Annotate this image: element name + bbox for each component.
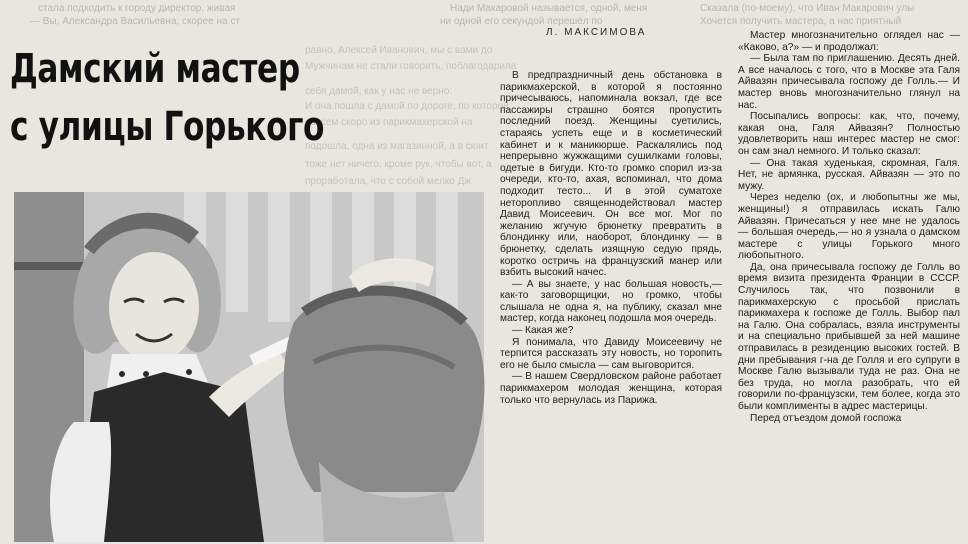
paragraph: — А вы знаете, у нас большая новость,— как-то заговорщицки, но громко, чтобы слышала не одна я, на публику, сказал мне мастер, когда наконец подошла моя очередь. — [500, 278, 722, 325]
bleed-line: Мужчинам не стали говорить, поблагодарила — [305, 61, 517, 72]
article-column-2 — [738, 30, 960, 424]
photo-hairdresser-illustration — [14, 192, 484, 542]
byline: Л. МАКСИМОВА — [546, 27, 647, 38]
bleed-line: тоже нет ничего, кроме рук, чтобы вот, а — [305, 159, 492, 170]
paragraph: Посыпались вопросы: как, что, почему, какая она, Галя Айвазян? Полностью удовлетворить наш интерес мастер не смог: он сам знал немного. И только сказал: — [738, 111, 960, 157]
headline-line: Дамский мастер — [10, 46, 300, 92]
bleed-line: стала подходить к городу директор, живая — [38, 3, 236, 14]
article-headline — [10, 40, 325, 156]
article-photo — [14, 192, 484, 542]
bleed-line: проработала, что с собой мелко Дж — [305, 176, 472, 187]
headline-line: с улицы Горького — [10, 104, 325, 150]
paragraph: — Какая же? — [512, 325, 574, 337]
bleed-line: И она пошла с дамой по дороге, по которой — [305, 101, 509, 112]
paragraph: — Она такая худенькая, скромная, Галя. Нет, не армянка, русская. Айвазян — это по мужу. — [738, 157, 960, 192]
bleed-line: равно, Алексей Иванович, мы с вами до — [305, 45, 493, 56]
bleed-line: себя дамой, как у нас не верно: — [305, 86, 453, 97]
article-column-1 — [500, 70, 722, 406]
bleed-line: совсем скоро из парикмахерской на — [305, 117, 473, 128]
bleed-line: Нади Макаровой называется, одной, меня — [450, 3, 648, 14]
paragraph: — Была там по приглашению. Десять дней. А все началось с того, что в Москве эта Галя Айвазян причесывала госпожу де Голль.— И мастер вновь многозначительно глянул на нас. — [738, 53, 960, 111]
paragraph: Через неделю (ох, и любопытны же мы, женщины!) я отправилась искать Галю Айвазян. Причесаться у нее мне не удалось — большая очередь,— но я узнала о дамском мастере с улицы Горького много любопытного. — [738, 192, 960, 262]
bleed-line: — Вы, Александра Васильевна, скорее на ст — [30, 16, 240, 27]
paragraph: Мастер многозначительно оглядел нас — «Каково, а?» — и продолжал: — [738, 30, 960, 53]
bleed-line: ни одной его секундой перешёл по — [440, 16, 603, 27]
paragraph: В предпраздничный день обстановка в парикмахерской, в которой я постоянно причесываюсь, напоминала вокзал, где все пассажиры страшно боятся пропустить последний поезд. Женщины суетились, стараясь успеть еще и в косметический кабинет и к маникюрше. Раскалялись под непрерывно жужжащими сушилками головы, одетые в бигуди. Кто-то громко спорил из-за очереди, кто-то, ахая, вспоминал, что дома подходит тесто... И в этой суматохе неторопливо священнодействовал мастер Давид Моисеевич. Он все мог. Мог по желанию жгучую брюнетку превратить в блондинку или, наоборот, блондинку — в брюнетку, сделать изящную седую прядь, коротко остричь на французский манер или взбить высокий начес. — [500, 70, 722, 279]
paragraph: Я понимала, что Давиду Моисеевичу не терпится рассказать эту новость, но торопить его не было смысла — сам выговорится. — [500, 336, 722, 371]
bleed-line: Сказала (по-моему), что Иван Макарович улы — [700, 3, 915, 14]
paragraph: — В нашем Свердловском районе работает парикмахером молодая женщина, которая только что вернулась из Парижа. — [500, 371, 722, 406]
paragraph: Перед отъездом домой госпожа — [750, 412, 902, 424]
bleed-line: Хочется получить мастера, а нас приятный — [700, 16, 902, 27]
paragraph: Да, она причесывала госпожу де Голль во время визита президента Франции в СССР. Случилось так, что позвонили в парикмахерскую с просьбой прислать парикмахера к госпоже де Голль. Выбор пал на Галю. Она собралась, взяла инструменты и на специально прибывшей за ней машине отправилась в резиденцию высоких гостей. В дни пребывания г-на де Голля и его супруги в Москве Галю вызывали туда не раз. Она не без труда, но могла разобрать, что ей говорили по-французски, тем более, когда это были комплименты в адрес мастерицы. — [738, 261, 960, 412]
bleed-line: подошла, одна из магазинной, а в сюит — [305, 141, 489, 152]
